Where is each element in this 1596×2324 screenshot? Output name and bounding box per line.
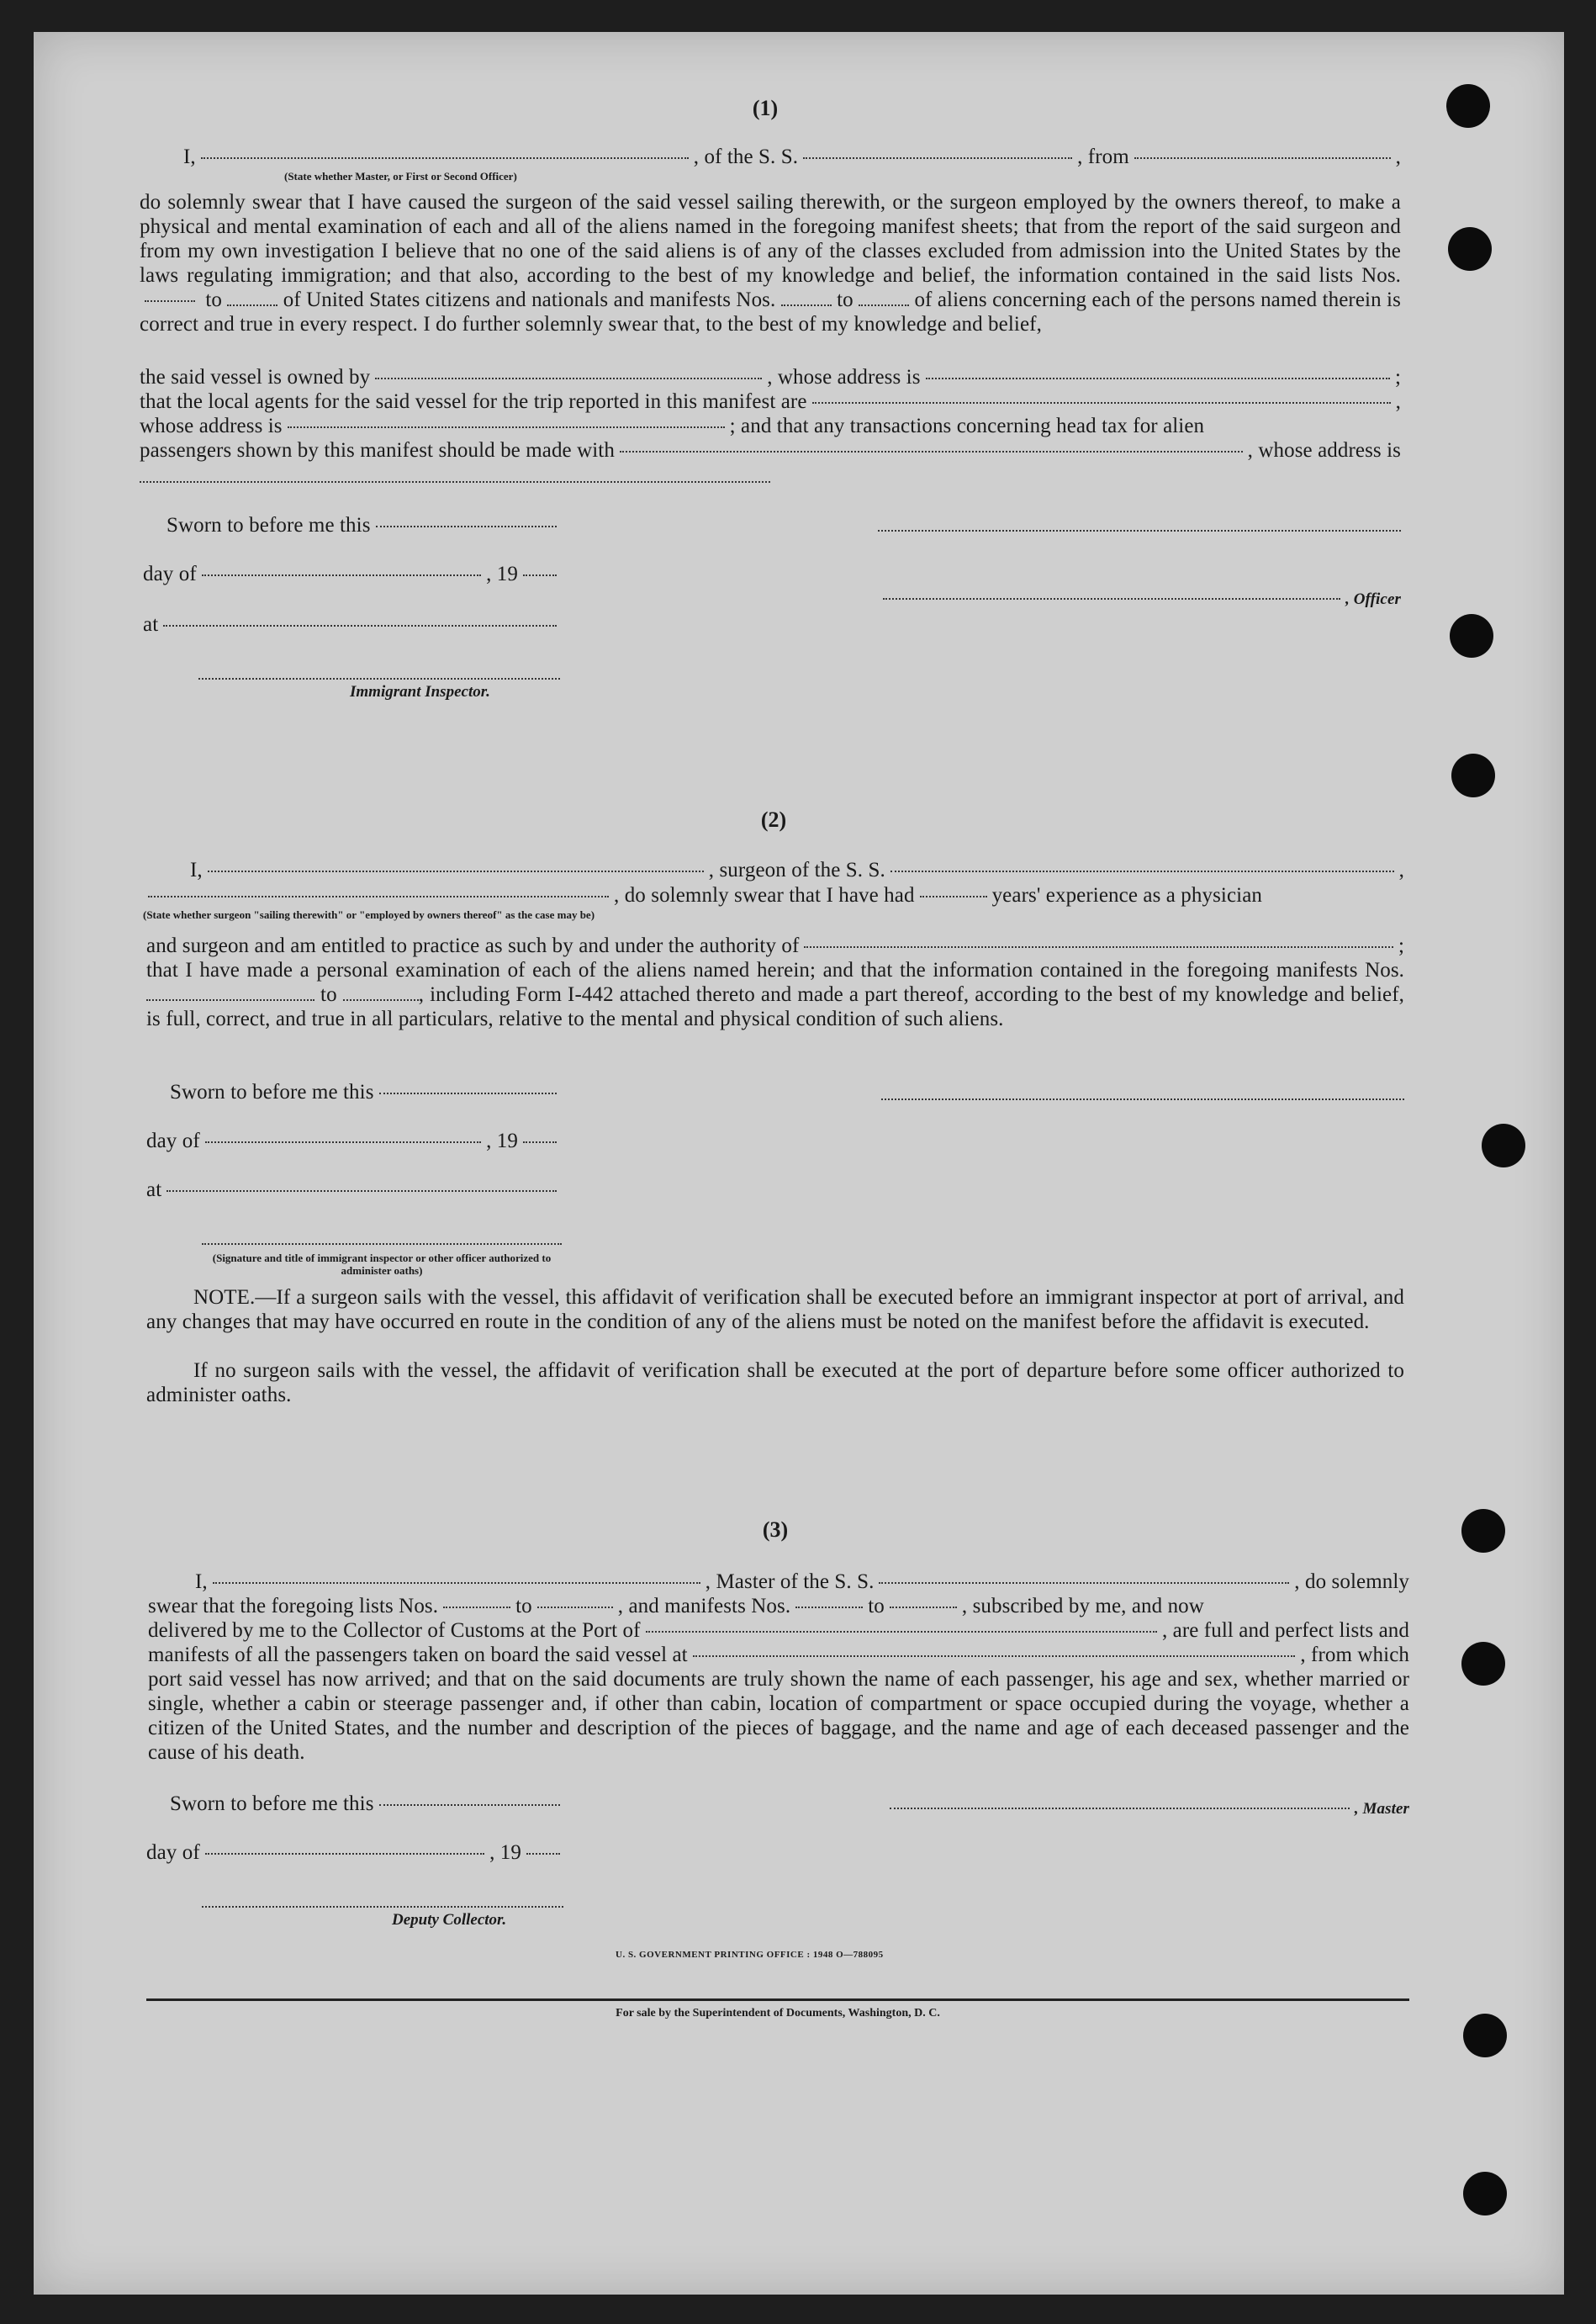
s3-from-which-label: , from which	[1300, 1644, 1409, 1666]
s3-to-2: to	[868, 1595, 885, 1617]
s2-years-label: years' experience as a physician	[991, 884, 1263, 907]
s2-ship-blank[interactable]	[890, 871, 1394, 872]
s2-comma: ,	[1398, 859, 1404, 881]
s2-para-a: that I have made a personal examination of each of the aliens named herein; and that the information contained in the foregoing manifests Nos.	[146, 959, 1404, 982]
s1-agent-addr-blank[interactable]	[288, 426, 725, 428]
s2-experience-line	[143, 883, 1404, 908]
s3-solemnly-label: , do solemnly	[1294, 1570, 1409, 1593]
s1-inspector-label: Immigrant Inspector.	[350, 683, 490, 701]
s3-year-label: , 19	[489, 1841, 521, 1864]
s3-subscribed-label: , subscribed by me, and now	[961, 1595, 1204, 1617]
s3-day-label: day of	[146, 1841, 200, 1864]
s3-port-label: delivered by me to the Collector of Customs at the Port of	[148, 1619, 641, 1642]
s1-to-1: to	[205, 289, 223, 311]
gpo-imprint: U. S. GOVERNMENT PRINTING OFFICE : 1948 O—788095	[616, 1950, 884, 1960]
s3-boarding-line	[148, 1643, 1409, 1667]
s3-ship-label: , Master of the S. S.	[705, 1570, 875, 1593]
section-3-number: (3)	[762, 1517, 789, 1542]
s1-officer-label: , Officer	[1345, 590, 1401, 608]
s1-signature-blank[interactable]	[878, 530, 1401, 532]
s1-final-address-blank[interactable]	[140, 481, 770, 483]
s2-at-line	[146, 1178, 562, 1202]
s3-year-blank[interactable]	[526, 1853, 560, 1855]
s2-to: to	[320, 983, 337, 1006]
s3-to-1: to	[515, 1595, 532, 1617]
s3-perfect-lists-label: , are full and perfect lists and	[1161, 1619, 1409, 1642]
s1-day-line	[143, 562, 562, 586]
s2-signature-note: (Signature and title of immigrant inspector or other officer authorized to administer oaths)	[212, 1252, 552, 1277]
s1-para-b: of United States citizens and nationals and manifests Nos.	[283, 289, 776, 311]
s2-at-label: at	[146, 1178, 162, 1201]
s3-day-blank[interactable]	[205, 1853, 484, 1855]
s1-to-2: to	[837, 289, 853, 311]
s1-para-a: do solemnly swear that I have caused the surgeon of the said vessel sailing therewith, or the surgeon employed by the owners thereof, to make a physical and mental examination of each and all of the aliens named in the foregoing manifest sheets; that from the report of the said surgeon and from my own investigation I believe that no one of the said aliens is of any of the classes excluded from admission into the United States by the laws regulating immigration; and that also, according to the best of my knowledge and belief, the information contained in the said lists Nos.	[140, 191, 1401, 287]
s2-status-blank[interactable]	[148, 896, 609, 897]
s1-at-line	[143, 612, 562, 637]
punch-hole	[1448, 227, 1492, 271]
s3-lists-label: swear that the foregoing lists Nos.	[148, 1595, 439, 1617]
s3-collector-sign-blank[interactable]	[202, 1906, 563, 1908]
s1-semi: ;	[1394, 366, 1401, 389]
s2-surgeon-name-blank[interactable]	[208, 871, 704, 872]
s2-note-1: NOTE.—If a surgeon sails with the vessel, this affidavit of verification shall be executed before an immigrant inspector at port of arrival, and any changes that may have occurred en route in the condition of any of the aliens must be noted on the manifest before the affidavit is executed.	[146, 1286, 1404, 1333]
s1-comma: ,	[1395, 146, 1401, 168]
s3-master-label: , Master	[1354, 1800, 1409, 1818]
s3-ship-blank[interactable]	[879, 1582, 1289, 1584]
s1-owned-line	[140, 365, 1401, 389]
punch-hole	[1463, 2014, 1507, 2057]
s1-owner-addr-label: , whose address is	[767, 366, 921, 389]
s3-list-to-blank[interactable]	[537, 1607, 613, 1608]
s3-deputy-label: Deputy Collector.	[392, 1911, 507, 1929]
s3-sworn-blank[interactable]	[379, 1804, 560, 1806]
s1-headtax-text: ; and that any transactions concerning head tax for alien	[729, 415, 1205, 437]
s1-ship-blank[interactable]	[803, 157, 1072, 159]
punch-hole	[1482, 1124, 1525, 1167]
s2-day-line	[146, 1129, 562, 1153]
s2-authority-line	[146, 934, 1404, 958]
s1-year-label: , 19	[486, 563, 518, 585]
s2-year-blank[interactable]	[523, 1141, 557, 1143]
s1-agents-label: that the local agents for the said vessel for the trip reported in this manifest are	[140, 390, 807, 413]
section-2-number: (2)	[760, 807, 787, 832]
s1-headtax-blank[interactable]	[620, 451, 1243, 453]
punch-hole	[1461, 1642, 1505, 1686]
s1-at-label: at	[143, 613, 159, 636]
s2-years-blank[interactable]	[920, 896, 987, 897]
s2-authority-blank[interactable]	[804, 946, 1393, 948]
s3-master-sign-line	[885, 1797, 1409, 1821]
punch-hole	[1461, 1509, 1505, 1553]
s1-day-blank[interactable]	[202, 574, 481, 576]
s1-sworn-label: Sworn to before me this	[166, 514, 371, 537]
s3-paragraph: port said vessel has now arrived; and that on the said documents are truly shown the name of each passenger, his age and sex, whether married or single, whether a cabin or steerage passenger and, if other than cabin, location of compartment or space occupied during the voyage, whether a citizen of the United States, and the number and description of the pieces of baggage, and the name and age of each deceased passenger and the cause of his death.	[148, 1668, 1409, 1764]
s1-officer-line	[878, 587, 1401, 611]
s2-manifest-to-blank[interactable]	[343, 999, 419, 1001]
s1-agents-blank[interactable]	[812, 402, 1391, 404]
s1-para-c: of aliens concerning each of the persons named therein is correct and true in every respect. I do further solemnly swear that, to the best of my knowledge and belief,	[140, 289, 1401, 336]
s1-address-line	[140, 414, 1401, 438]
s1-manifest-from-blank[interactable]	[781, 304, 832, 306]
s3-boarding-blank[interactable]	[693, 1655, 1296, 1657]
s3-manifest-to-blank[interactable]	[890, 1607, 957, 1608]
punch-hole	[1451, 754, 1495, 797]
s2-sworn-line	[170, 1080, 562, 1104]
s1-agent-addr-label: whose address is	[140, 415, 283, 437]
s3-port-blank[interactable]	[646, 1631, 1157, 1633]
s2-ship-label: , surgeon of the S. S.	[708, 859, 885, 881]
s1-whose-end-label: , whose address is	[1247, 439, 1401, 462]
s2-inspector-sign-blank[interactable]	[202, 1243, 562, 1245]
s1-comma-2: ,	[1395, 390, 1401, 413]
s1-officer-blank[interactable]	[201, 157, 689, 159]
s2-manifest-from-blank[interactable]	[146, 999, 314, 1001]
s1-ship-label: , of the S. S.	[693, 146, 799, 168]
s2-year-label: , 19	[486, 1130, 518, 1152]
s1-at-blank[interactable]	[163, 625, 557, 627]
punch-hole	[1450, 614, 1493, 658]
s3-master-line	[195, 1570, 1409, 1594]
s1-owner-blank[interactable]	[375, 378, 762, 379]
s3-sworn-line	[170, 1792, 565, 1816]
s1-passengers-line	[140, 438, 1401, 463]
s3-sworn-label: Sworn to before me this	[170, 1792, 374, 1815]
s2-i-label: I,	[190, 859, 203, 881]
s1-manifest-to-blank[interactable]	[859, 304, 909, 306]
s2-signature-blank[interactable]	[881, 1098, 1404, 1100]
s1-passengers-label: passengers shown by this manifest should be made with	[140, 439, 615, 462]
s3-port-line	[148, 1618, 1409, 1643]
s1-year-blank[interactable]	[523, 574, 557, 576]
s1-sworn-line	[166, 513, 562, 537]
s1-sworn-blank[interactable]	[376, 526, 557, 527]
s2-note-2: If no surgeon sails with the vessel, the affidavit of verification shall be executed at the port of departure before some officer authorized to administer oaths.	[146, 1359, 1404, 1406]
s2-paragraph	[146, 958, 1404, 1031]
s1-agents-line	[140, 389, 1401, 414]
s3-master-sign-blank[interactable]	[890, 1808, 1350, 1809]
s3-list-from-blank[interactable]	[443, 1607, 510, 1608]
s1-owner-addr-blank[interactable]	[926, 378, 1390, 379]
s2-day-blank[interactable]	[205, 1141, 481, 1143]
s1-owned-label: the said vessel is owned by	[140, 366, 371, 389]
s2-day-label: day of	[146, 1130, 200, 1152]
s1-day-label: day of	[143, 563, 197, 585]
s2-at-blank[interactable]	[166, 1190, 557, 1192]
punch-hole	[1446, 84, 1490, 128]
section-1-number: (1)	[752, 96, 779, 120]
s1-list-from-blank[interactable]	[145, 300, 195, 302]
footer-rule	[146, 1998, 1409, 2001]
s3-i-label: I,	[195, 1570, 208, 1593]
s2-surgeon-line	[190, 858, 1404, 882]
s3-lists-line	[148, 1594, 1409, 1618]
s3-boarding-label: manifests of all the passengers taken on board the said vessel at	[148, 1644, 688, 1666]
sale-notice: For sale by the Superintendent of Documents, Washington, D. C.	[616, 2007, 940, 2020]
s1-paragraph	[140, 190, 1401, 336]
s3-master-name-blank[interactable]	[213, 1582, 700, 1584]
s1-i-label: I,	[183, 146, 196, 168]
s1-list-to-blank[interactable]	[227, 304, 277, 306]
s2-para-b: , including Form I-442 attached thereto and made a part thereof, according to the best of my knowledge and belief, is full, correct, and true in all particulars, relative to the mental and physical condition of such aliens.	[146, 983, 1405, 1030]
s3-manifests-label: , and manifests Nos.	[617, 1595, 791, 1617]
s2-sworn-blank[interactable]	[379, 1093, 557, 1094]
punch-hole	[1463, 2172, 1507, 2215]
s1-inspector-sign-blank[interactable]	[198, 678, 560, 680]
s1-master-line	[183, 145, 1401, 169]
s1-from-label: , from	[1077, 146, 1129, 168]
s1-from-blank[interactable]	[1134, 157, 1391, 159]
s2-semi: ;	[1398, 934, 1404, 957]
s1-officer-note: (State whether Master, or First or Second Officer)	[284, 170, 517, 183]
s2-authority-label: and surgeon and am entitled to practice as such by and under the authority of	[146, 934, 800, 957]
s2-sworn-label: Sworn to before me this	[170, 1081, 374, 1104]
s3-day-line	[146, 1840, 565, 1865]
s2-status-note: (State whether surgeon "sailing therewith" or "employed by owners thereof" as the case may be)	[143, 908, 595, 921]
s1-officer-sign-blank[interactable]	[883, 598, 1340, 600]
s3-manifest-from-blank[interactable]	[795, 1607, 863, 1608]
s2-swear-label: , do solemnly swear that I have had	[614, 884, 915, 907]
